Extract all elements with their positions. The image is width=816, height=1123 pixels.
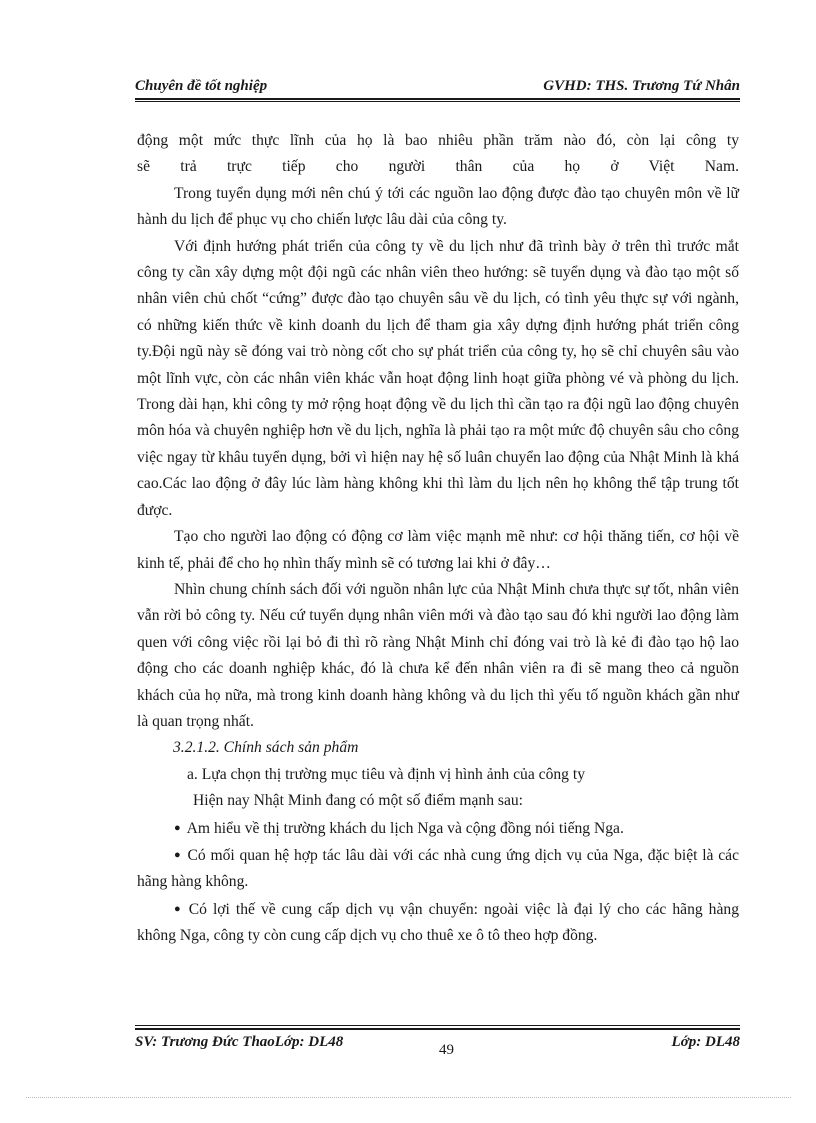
paragraph-2: Trong tuyển dụng mới nên chú ý tới các nguồn lao động được đào tạo chuyên môn về lữ hành du lịch để phục vụ cho chiến lược lâu dài của công ty. [137, 184, 739, 229]
bullet-icon: ● [174, 902, 183, 915]
bullet-text: Am hiểu về thị trường khách du lịch Nga và cộng đồng nói tiếng Nga. [186, 819, 624, 837]
footer-class: Lớp: DL48 [671, 1034, 740, 1050]
paragraph-1-line-1: động một mức thực lĩnh của họ là bao nhiêu phần trăm nào đó, còn lại công ty [137, 132, 739, 149]
footer-rule-thick [135, 1028, 740, 1030]
paragraph-4: Tạo cho người lao động có động cơ làm việc mạnh mẽ như: cơ hội thăng tiến, cơ hội về kinh tế, phải để cho họ nhìn thấy mình sẽ có tương lai khi ở đây… [137, 528, 739, 572]
page-bottom-dotted-border [26, 1097, 791, 1098]
page-number: 49 [439, 1042, 454, 1058]
bullet-icon: ● [174, 848, 182, 861]
paragraph-3: Với định hướng phát triển của công ty về du lịch như đã trình bày ở trên thì trước mắt công ty cần xây dựng một đội ngũ các nhân viên theo hướng: sẽ tuyển dụng và đào tạo một số nhân viên chủ chốt “cứng” được đào tạo chuyên sâu về du lịch, có tình yêu thực sự với ngành, có những kiến thức về kinh doanh du lịch để tham gia xây dựng định hướng phát triển công ty.Đội ngũ này sẽ đóng vai trò nòng cốt cho sự phát triển của công ty, họ sẽ chỉ chuyên sâu vào một lĩnh vực, còn các nhân viên khác vẫn hoạt động linh hoạt giữa phòng vé và phòng du lịch. Trong dài hạn, khi công ty mở rộng hoạt động về du lịch thì cần tạo ra đội ngũ lao động chuyên môn hóa và chuyên nghiệp hơn về du lịch, nghĩa là phải tạo ra một mức độ chuyên sâu cho công việc ngay từ khâu tuyển dụng, bởi vì hiện nay hệ số luân chuyển lao động của Nhật Minh là khá cao.Các lao động ở đây lúc làm hàng không khi thì làm du lịch nên họ không thể tập trung tốt được. [137, 237, 739, 519]
bullet-item [137, 842, 739, 896]
page-footer [135, 1034, 740, 1064]
footer-rule-thin [135, 1025, 740, 1026]
page-header [135, 76, 740, 98]
footer-student: SV: Trương Đức ThaoLớp: DL48 [135, 1034, 344, 1050]
bullet-item [137, 815, 739, 842]
header-document-type: Chuyên đề tốt nghiệp [135, 78, 268, 94]
bullet-icon: ● [174, 821, 181, 834]
bullet-text: Có lợi thế về cung cấp dịch vụ vận chuyển: ngoài việc là đại lý cho các hãng hàng không Nga, công ty còn cung cấp dịch vụ cho thuê xe ô tô theo hợp đồng. [137, 900, 739, 945]
bullet-item [137, 896, 739, 950]
paragraph-1-line-2: sẽ trả trực tiếp cho người thân của họ ở Việt Nam. [137, 158, 739, 176]
strengths-intro: Hiện nay Nhật Minh đang có một số điểm mạnh sau: [193, 792, 524, 810]
section-heading: 3.2.1.2. Chính sách sản phẩm [173, 739, 359, 757]
header-rule-thick [135, 98, 740, 100]
bullet-text: Có mối quan hệ hợp tác lâu dài với các nhà cung ứng dịch vụ của Nga, đặc biệt là các hãng hàng không. [137, 846, 739, 891]
page-body [137, 128, 739, 950]
item-a: a. Lựa chọn thị trường mục tiêu và định vị hình ảnh của công ty [187, 765, 586, 783]
header-rule-thin [135, 101, 740, 102]
paragraph-5: Nhìn chung chính sách đối với nguồn nhân lực của Nhật Minh chưa thực sự tốt, nhân viên vẫn rời bỏ công ty. Nếu cứ tuyển dụng nhân viên mới và đào tạo sau đó khi người lao động làm quen với công việc rồi lại bỏ đi thì rõ ràng Nhật Minh chỉ đóng vai trò là kẻ đi đào tạo hộ lao động cho các doanh nghiệp khác, đó là chưa kể đến nhân viên ra đi sẽ mang theo cả nguồn khách của họ nữa, mà trong kinh doanh hàng không và du lịch thì yếu tố nguồn khách gần như là quan trọng nhất. [137, 580, 739, 730]
header-supervisor: GVHD: THS. Trương Tứ Nhân [543, 78, 740, 94]
